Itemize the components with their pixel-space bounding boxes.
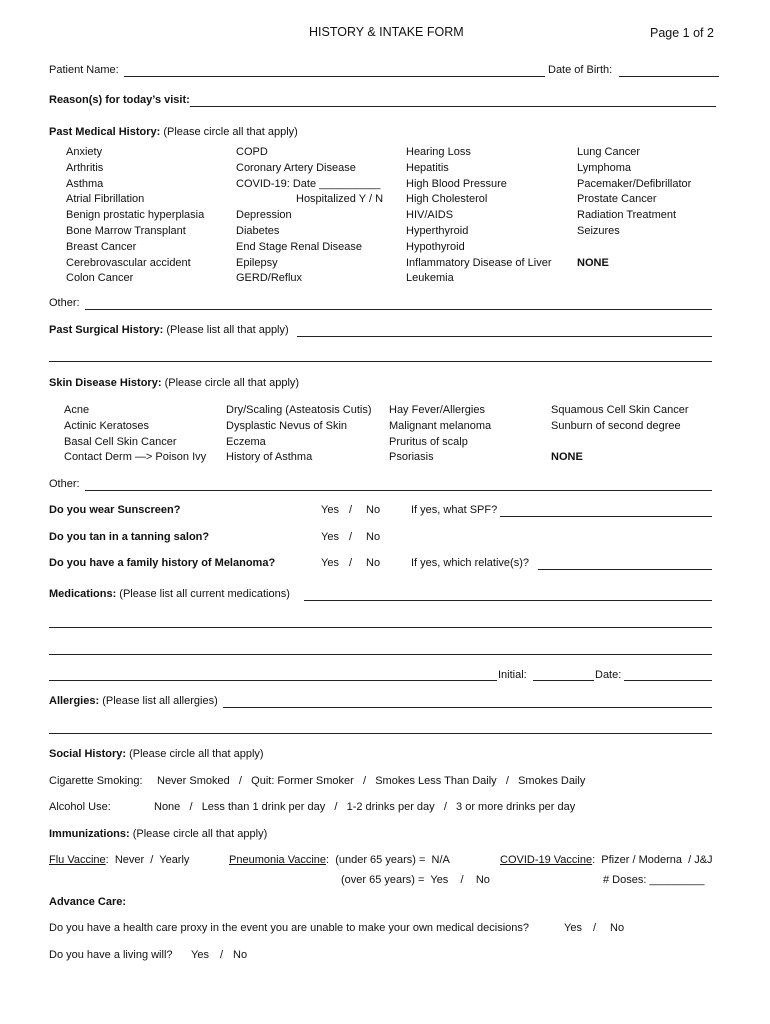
- covid-doses-field[interactable]: # Doses: _________: [603, 874, 705, 886]
- pmh-option[interactable]: Coronary Artery Disease: [236, 161, 356, 174]
- sunscreen-slash: /: [349, 504, 353, 516]
- pmh-other-label: Other:: [49, 297, 80, 309]
- pmh-option[interactable]: Hearing Loss: [406, 146, 471, 158]
- allergies-field-2[interactable]: [49, 733, 712, 734]
- melanoma-no-option[interactable]: No: [366, 557, 381, 569]
- pmh-col-3: [406, 145, 552, 287]
- immunizations-heading: Immunizations: (Please circle all that apply): [49, 828, 268, 840]
- pmh-option[interactable]: Arthritis: [66, 161, 104, 174]
- sunscreen-yes-option[interactable]: Yes: [321, 504, 339, 516]
- pmh-col-1: [66, 145, 204, 287]
- skin-none-option[interactable]: NONE: [551, 451, 583, 464]
- med-date-field[interactable]: [624, 680, 712, 681]
- skin-option[interactable]: Contact Derm —> Poison Ivy: [64, 451, 207, 464]
- dob-field[interactable]: [619, 76, 719, 77]
- skin-option[interactable]: History of Asthma: [226, 451, 313, 464]
- skin-option[interactable]: Dysplastic Nevus of Skin: [226, 419, 348, 432]
- pmh-option[interactable]: Hyperthyroid: [406, 224, 469, 237]
- alcohol-label: Alcohol Use:: [49, 801, 111, 813]
- flu-vaccine-options[interactable]: : Never / Yearly: [105, 854, 190, 866]
- alcohol-options[interactable]: None / Less than 1 drink per day / 1-2 drinks per day / 3 or more drinks per day: [154, 801, 576, 813]
- relative-field[interactable]: [538, 569, 712, 570]
- pmh-option[interactable]: Diabetes: [236, 224, 280, 237]
- med-date-label: Date:: [595, 669, 622, 681]
- patient-name-field[interactable]: [124, 76, 545, 77]
- reason-field[interactable]: [190, 106, 716, 107]
- social-heading: Social History: (Please circle all that apply): [49, 748, 264, 760]
- sunscreen-question: Do you wear Sunscreen?: [49, 504, 181, 516]
- initial-field[interactable]: [533, 680, 594, 681]
- skin-col-3: [389, 403, 491, 466]
- melanoma-slash: /: [349, 557, 353, 569]
- allergies-heading: Allergies: (Please list all allergies): [49, 695, 218, 707]
- pneumonia-vaccine-row: [229, 854, 450, 866]
- page-number: Page 1 of 2: [650, 26, 714, 40]
- relative-label: If yes, which relative(s)?: [411, 557, 529, 569]
- living-will-yes-option[interactable]: Yes: [191, 949, 209, 961]
- pmh-heading: Past Medical History: (Please circle all that apply): [49, 126, 298, 138]
- skin-option[interactable]: Basal Cell Skin Cancer: [64, 435, 177, 448]
- skin-option[interactable]: Squamous Cell Skin Cancer: [551, 404, 689, 416]
- initial-label: Initial:: [498, 669, 527, 681]
- medications-field-4[interactable]: [49, 680, 497, 681]
- pmh-option[interactable]: End Stage Renal Disease: [236, 240, 362, 253]
- living-will-question: Do you have a living will?: [49, 949, 173, 961]
- living-will-slash: /: [220, 949, 224, 961]
- pmh-option[interactable]: Breast Cancer: [66, 240, 137, 253]
- advance-care-heading: Advance Care:: [49, 896, 127, 908]
- melanoma-yes-option[interactable]: Yes: [321, 557, 339, 569]
- pmh-option[interactable]: Colon Cancer: [66, 272, 134, 285]
- psh-field-2[interactable]: [49, 361, 712, 362]
- smoking-label: Cigarette Smoking:: [49, 775, 143, 787]
- spf-field[interactable]: [500, 516, 712, 517]
- pmh-option[interactable]: HIV/AIDS: [406, 209, 454, 222]
- skin-heading: Skin Disease History: (Please circle all that apply): [49, 377, 300, 389]
- dob-label: Date of Birth:: [548, 64, 613, 76]
- pmh-option[interactable]: Atrial Fibrillation: [66, 193, 145, 206]
- pmh-option[interactable]: Leukemia: [406, 272, 454, 285]
- tanning-slash: /: [349, 531, 353, 543]
- skin-option[interactable]: Psoriasis: [389, 451, 434, 464]
- pneumonia-over-65[interactable]: (over 65 years) = Yes / No: [341, 874, 490, 886]
- pmh-option[interactable]: COPD: [236, 146, 268, 158]
- pneumonia-under-65[interactable]: : (under 65 years) = N/A: [326, 854, 450, 866]
- proxy-question: Do you have a health care proxy in the event you are unable to make your own medical decisions?: [49, 922, 530, 934]
- medications-field-2[interactable]: [49, 627, 712, 628]
- pmh-col-2: [236, 145, 383, 287]
- skin-col-4: [551, 403, 689, 466]
- spf-label: If yes, what SPF?: [411, 504, 498, 516]
- smoking-options[interactable]: Never Smoked / Quit: Former Smoker / Smokes Less Than Daily / Smokes Daily: [157, 775, 586, 787]
- pmh-option[interactable]: Benign prostatic hyperplasia: [66, 209, 205, 222]
- flu-vaccine-label: Flu Vaccine: [49, 854, 106, 866]
- pmh-option[interactable]: Hepatitis: [406, 161, 449, 174]
- pmh-option[interactable]: Lymphoma: [577, 161, 632, 174]
- skin-option[interactable]: Acne: [64, 404, 90, 416]
- allergies-field-1[interactable]: [223, 707, 712, 708]
- skin-other-field[interactable]: [85, 490, 712, 491]
- pmh-option[interactable]: Epilepsy: [236, 256, 278, 269]
- patient-name-label: Patient Name:: [49, 64, 119, 76]
- skin-option[interactable]: Pruritus of scalp: [389, 435, 468, 448]
- pmh-option[interactable]: Anxiety: [66, 146, 103, 158]
- medications-field-3[interactable]: [49, 654, 712, 655]
- pmh-option[interactable]: Prostate Cancer: [577, 193, 657, 206]
- covid-vaccine-row: [500, 854, 713, 866]
- pmh-option[interactable]: Bone Marrow Transplant: [66, 224, 186, 237]
- skin-option[interactable]: Actinic Keratoses: [64, 419, 149, 432]
- psh-heading: Past Surgical History: (Please list all that apply): [49, 324, 289, 336]
- tanning-no-option[interactable]: No: [366, 531, 381, 543]
- pmh-option[interactable]: Depression: [236, 209, 292, 222]
- pmh-option[interactable]: Hypothyroid: [406, 240, 465, 253]
- pmh-option[interactable]: GERD/Reflux: [236, 272, 303, 285]
- skin-option[interactable]: Sunburn of second degree: [551, 419, 681, 432]
- skin-col-2: [226, 403, 372, 466]
- psh-field-1[interactable]: [297, 336, 712, 337]
- skin-option[interactable]: Dry/Scaling (Asteatosis Cutis): [226, 404, 372, 416]
- skin-other-label: Other:: [49, 478, 80, 490]
- pmh-option[interactable]: Pacemaker/Defibrillator: [577, 177, 692, 190]
- medications-field-1[interactable]: [304, 600, 712, 601]
- tanning-question: Do you tan in a tanning salon?: [49, 531, 210, 543]
- pmh-option[interactable]: Inflammatory Disease of Liver: [406, 256, 552, 269]
- living-will-no-option[interactable]: No: [233, 949, 248, 961]
- flu-vaccine-row: [49, 854, 189, 866]
- skin-col-1: [64, 403, 206, 466]
- covid-vaccine-options[interactable]: : Pfizer / Moderna / J&J: [592, 854, 713, 866]
- pmh-option[interactable]: Radiation Treatment: [577, 209, 677, 222]
- reason-label: Reason(s) for today’s visit:: [49, 94, 190, 106]
- covid-hospitalized-option[interactable]: Hospitalized Y / N: [296, 193, 384, 206]
- pmh-col-4: [577, 145, 691, 271]
- pmh-option[interactable]: Asthma: [66, 177, 104, 190]
- tanning-yes-option[interactable]: Yes: [321, 531, 339, 543]
- medications-heading: Medications: (Please list all current medications): [49, 588, 290, 600]
- proxy-yes-option[interactable]: Yes: [564, 922, 582, 934]
- pmh-option[interactable]: COVID-19: Date __________: [236, 177, 381, 190]
- proxy-no-option[interactable]: No: [610, 922, 625, 934]
- pmh-none-option[interactable]: NONE: [577, 256, 609, 269]
- pmh-option[interactable]: Seizures: [577, 224, 620, 237]
- skin-option[interactable]: Hay Fever/Allergies: [389, 404, 485, 416]
- covid-vaccine-label: COVID-19 Vaccine: [500, 854, 593, 866]
- pmh-option[interactable]: High Blood Pressure: [406, 177, 507, 190]
- proxy-slash: /: [593, 922, 597, 934]
- pneumonia-vaccine-label: Pneumonia Vaccine: [229, 854, 327, 866]
- form-title: HISTORY & INTAKE FORM: [309, 25, 464, 39]
- skin-option[interactable]: Malignant melanoma: [389, 419, 492, 432]
- pmh-option[interactable]: Lung Cancer: [577, 146, 640, 158]
- pmh-option[interactable]: High Cholesterol: [406, 193, 488, 206]
- skin-option[interactable]: Eczema: [226, 435, 266, 448]
- melanoma-question: Do you have a family history of Melanoma?: [49, 557, 276, 569]
- pmh-other-field[interactable]: [85, 309, 712, 310]
- sunscreen-no-option[interactable]: No: [366, 504, 381, 516]
- pmh-option[interactable]: Cerebrovascular accident: [66, 256, 191, 269]
